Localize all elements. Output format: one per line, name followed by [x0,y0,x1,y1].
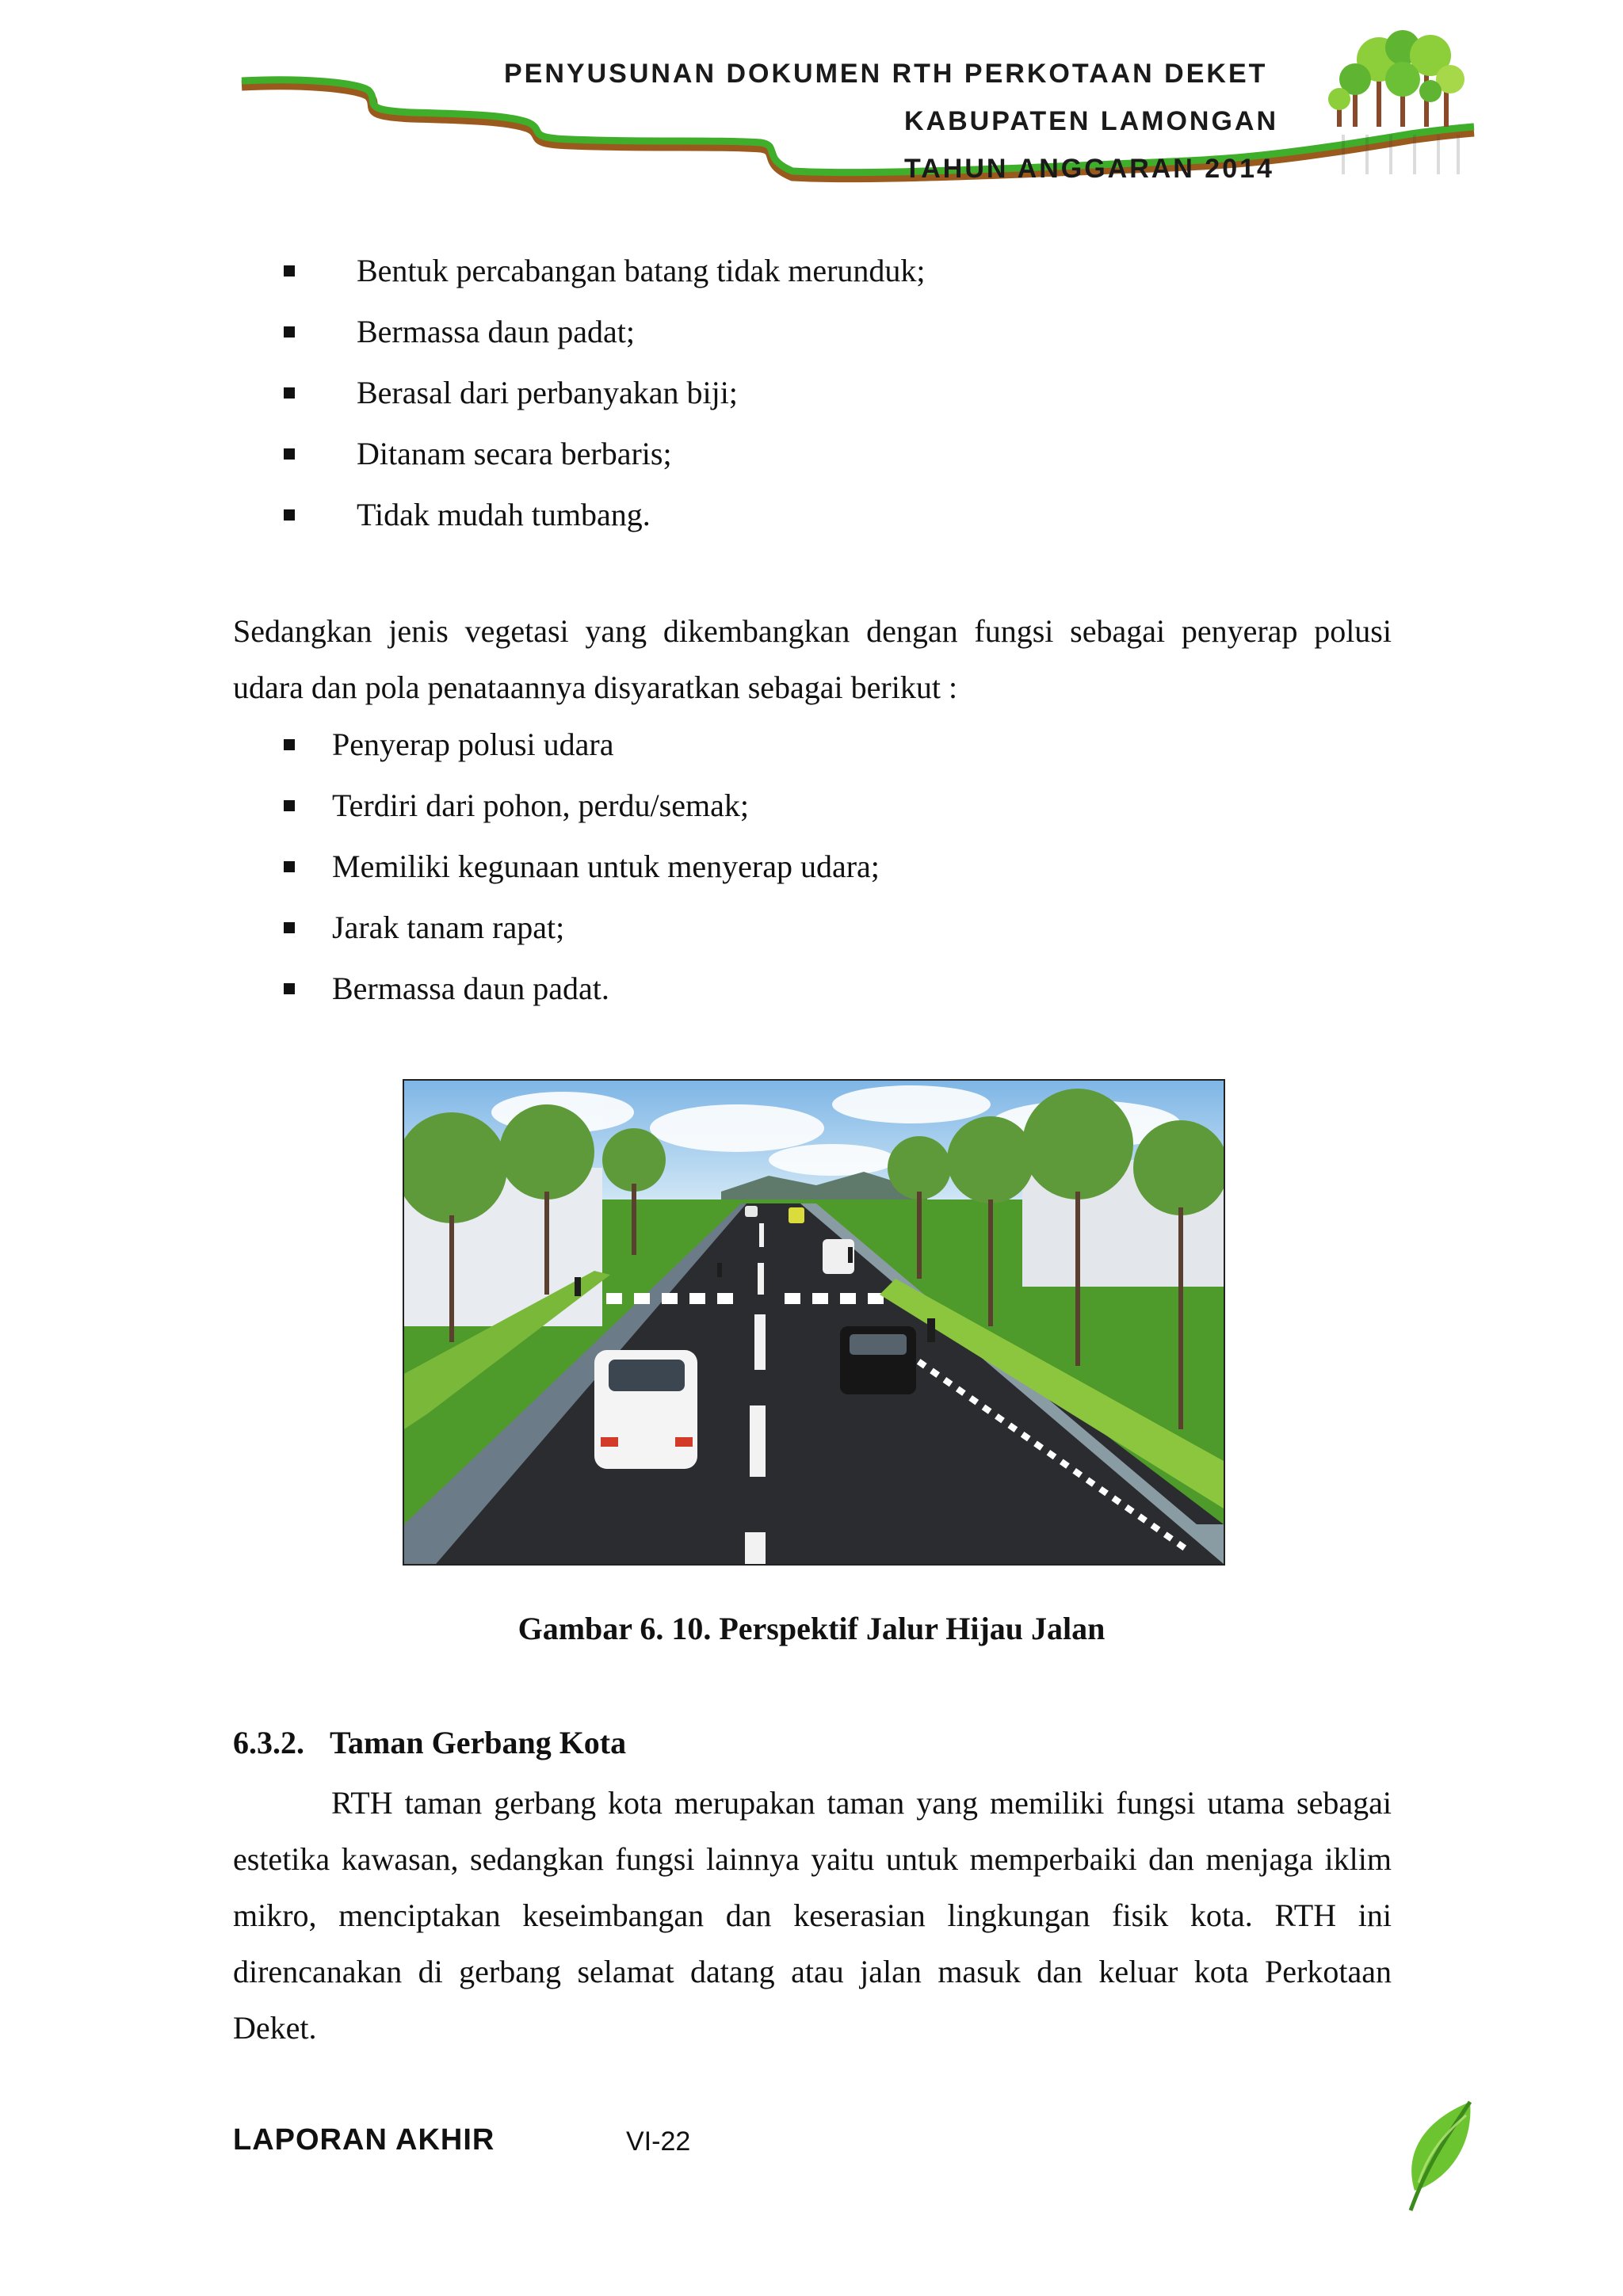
leaf-icon [1395,2096,1490,2214]
list2-item: Terdiri dari pohon, perdu/semak; [284,782,749,830]
bullet-square-icon [284,326,295,338]
header-title-line1: PENYUSUNAN DOKUMEN RTH PERKOTAAN DEKET [504,59,1268,89]
list1-item: Bermassa daun padat; [284,308,635,356]
bullet-square-icon [284,387,295,399]
bullet-square-icon [284,800,295,811]
bullet-square-icon [284,983,295,994]
list1-item: Ditanam secara berbaris; [284,430,672,478]
list2-item: Bermassa daun padat. [284,965,609,1013]
section-number: 6.3.2. [233,1725,304,1760]
bullet-square-icon [284,739,295,750]
street-render-drawing [404,1081,1224,1564]
list2-item: Penyerap polusi udara [284,721,613,769]
list2-item: Jarak tanam rapat; [284,904,564,952]
section-title: Taman Gerbang Kota [330,1725,627,1760]
header-title-line3-clip [904,154,1285,179]
list1-item: Bentuk percabangan batang tidak merunduk; [284,247,926,295]
list1-item: Berasal dari perbanyakan biji; [284,369,738,417]
header-title-line2: KABUPATEN LAMONGAN [904,106,1279,136]
section-paragraph: RTH taman gerbang kota merupakan taman yang memiliki fungsi utama sebagai estetika kawasan, sedangkan fungsi lainnya yaitu untuk memperbaiki dan menjaga iklim mikro, menciptakan keseimbangan dan keserasian lingkungan fisik kota. RTH ini direncanakan di gerbang selamat datang atau jalan masuk dan keluar kota Perkotaan Deket. [233,1785,1392,2046]
bullet-square-icon [284,448,295,460]
trees-logo-icon [1319,24,1478,182]
footer-label: LAPORAN AKHIR [233,2123,495,2157]
page-number: VI-22 [626,2126,691,2157]
intro-paragraph: Sedangkan jenis vegetasi yang dikembangkan dengan fungsi sebagai penyerap polusi udara dan pola penataannya disyaratkan sebagai berikut : [233,613,1392,705]
bullet-square-icon [284,922,295,933]
street-green-belt-render-image [403,1079,1225,1566]
bullet-square-icon [284,861,295,872]
list1-item: Tidak mudah tumbang. [284,491,651,539]
section-heading [233,1724,626,1761]
figure-caption: Gambar 6. 10. Perspektif Jalur Hijau Jalan [517,1611,1106,1646]
header-title-line3: TAHUN ANGGARAN 2014 [904,154,1274,179]
list2-item: Memiliki kegunaan untuk menyerap udara; [284,843,880,891]
bullet-square-icon [284,509,295,521]
bullet-square-icon [284,265,295,277]
